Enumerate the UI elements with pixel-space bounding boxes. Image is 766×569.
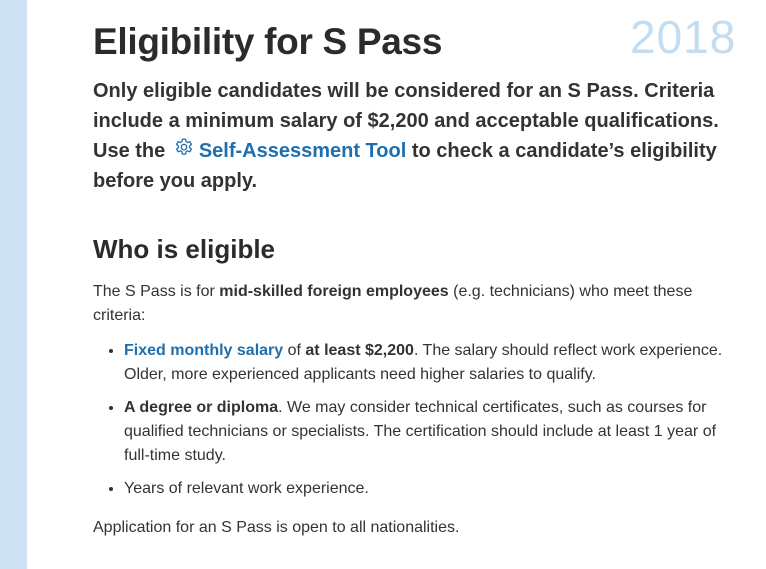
eligibility-text-bold: mid-skilled foreign employees [219, 283, 449, 300]
nationalities-note: Application for an S Pass is open to all nationalities. [93, 519, 460, 536]
intro-text-2: to check a candidate’s eligibility before you apply. [93, 140, 717, 192]
criteria-item-qualification [124, 395, 744, 468]
section-title: Who is eligible [93, 234, 276, 264]
eligibility-text-post: (e.g. technicians) who meet these criteria: [93, 283, 693, 324]
criteria-experience-text: Years of relevant work experience. [124, 480, 369, 497]
left-rail [0, 0, 27, 569]
main-content [93, 0, 743, 540]
criteria-salary-bold: at least $2,200 [305, 342, 414, 359]
eligibility-paragraph [93, 280, 733, 328]
eligibility-text-pre: The S Pass is for [93, 283, 220, 300]
page-title: Eligibility for S Pass [93, 21, 443, 62]
intro-text-1: Only eligible candidates will be considered for an S Pass. Criteria include a minimum salary of $2,200 and acceptable qualifications. Use the [93, 80, 719, 162]
criteria-list [93, 338, 744, 501]
criteria-salary-rest: . The salary should reflect work experience. Older, more experienced applicants need higher salaries to qualify. [124, 342, 723, 383]
fixed-monthly-salary-link[interactable]: Fixed monthly salary [124, 342, 284, 359]
gear-icon [173, 137, 195, 159]
year-stamp: 2018 [630, 11, 737, 63]
criteria-item-salary [124, 338, 744, 387]
self-assessment-tool-label: Self-Assessment Tool [198, 140, 407, 162]
intro-paragraph [93, 76, 733, 196]
self-assessment-tool-link[interactable] [171, 140, 406, 162]
criteria-qualification-bold: A degree or diploma [124, 399, 279, 416]
criteria-salary-mid: of [283, 342, 306, 359]
criteria-item-experience [124, 476, 744, 501]
criteria-qualification-rest: . We may consider technical certificates, such as courses for qualified technicians or specialists. The certification should include at least 1 year of full-time study. [124, 399, 717, 464]
